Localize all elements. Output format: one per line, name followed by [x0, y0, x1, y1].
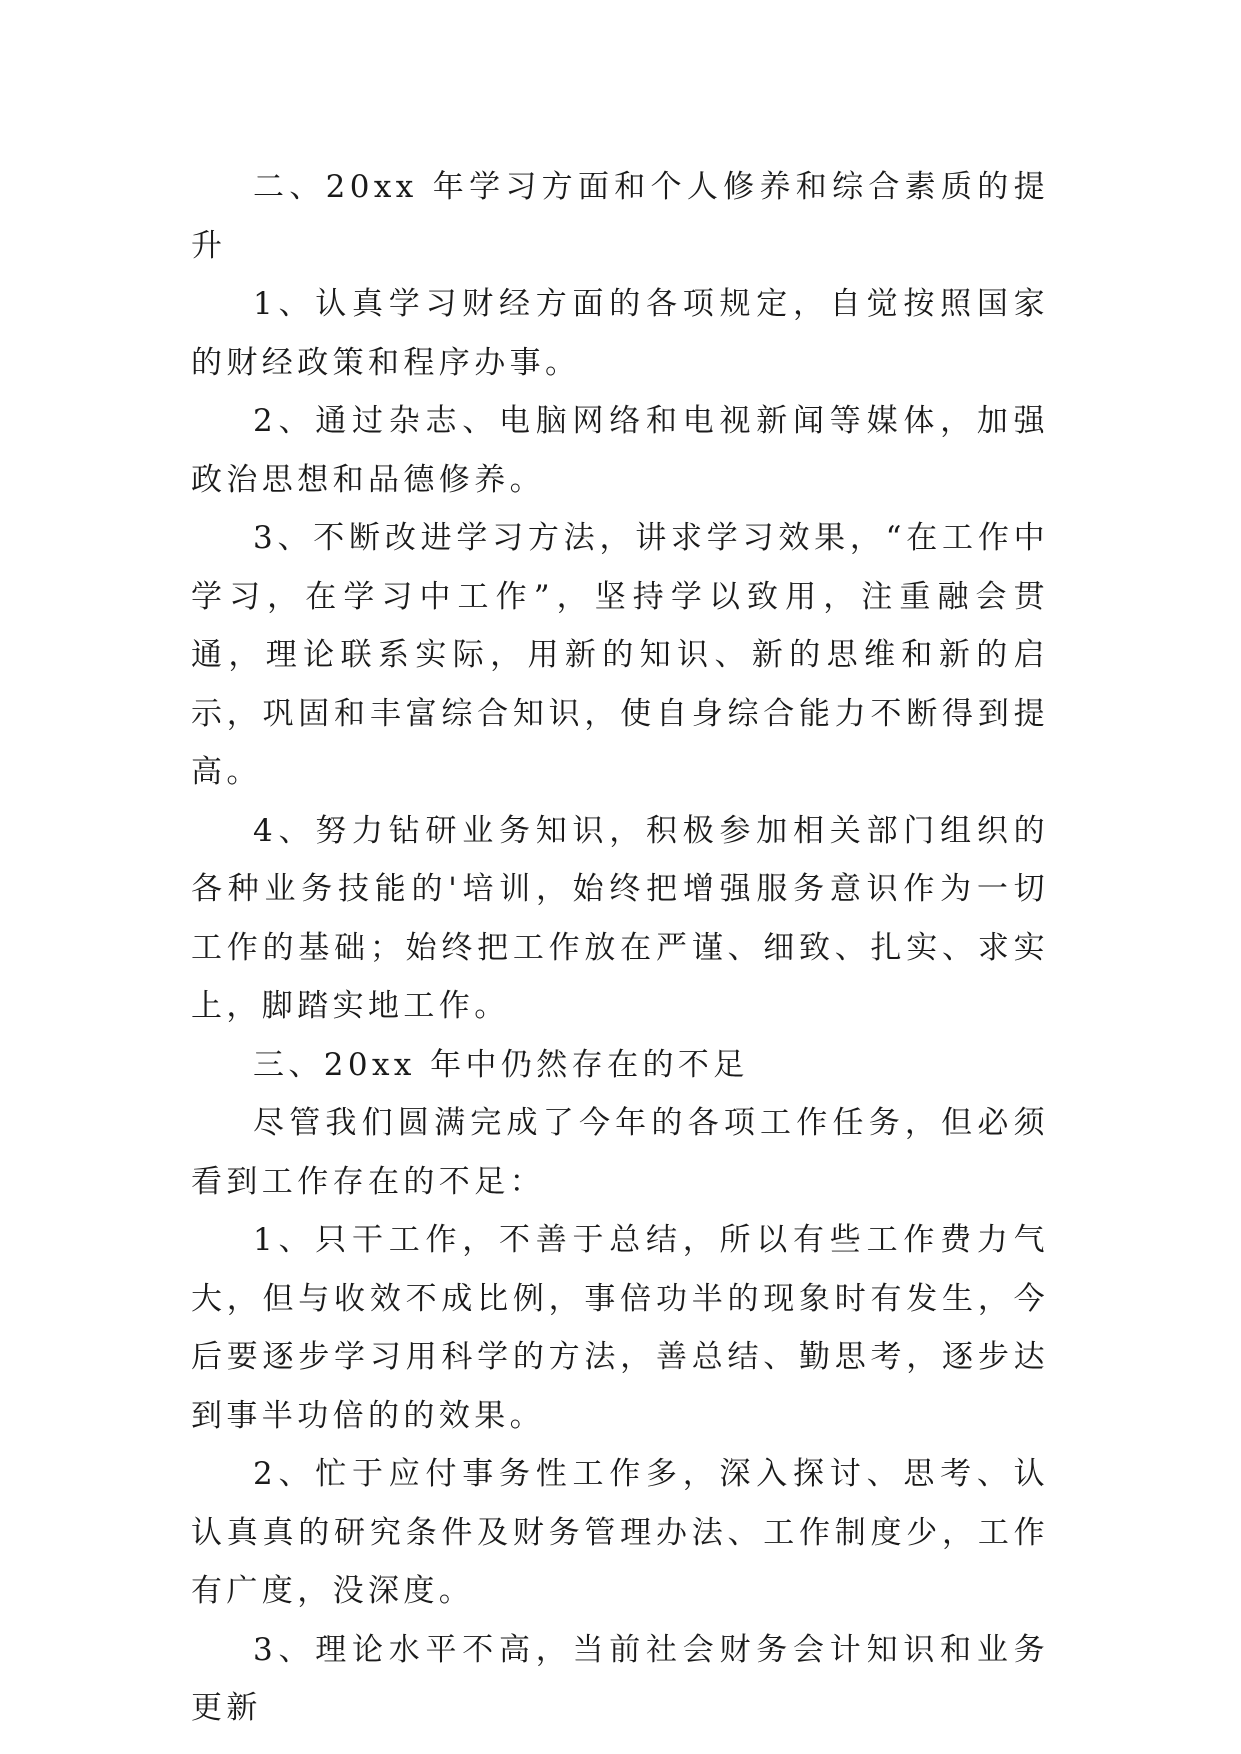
paragraph-item-1: 1、认真学习财经方面的各项规定，自觉按照国家的财经政策和程序办事。 — [191, 286, 1049, 381]
document-body — [191, 158, 1049, 1738]
paragraph-shortcoming-2: 2、忙于应付事务性工作多，深入探讨、思考、认认真真的研究条件及财务管理办法、工作制度少，工作有广度，没深度。 — [191, 1456, 1049, 1609]
paragraph-shortcoming-1: 1、只干工作，不善于总结，所以有些工作费力气大，但与收效不成比例，事倍功半的现象时有发生，今后要逐步学习用科学的方法，善总结、勤思考，逐步达到事半功倍的的效果。 — [191, 1222, 1049, 1434]
paragraph-shortcoming-3: 3、理论水平不高，当前社会财务会计知识和业务更新 — [191, 1631, 1049, 1726]
paragraph-item-2: 2、通过杂志、电脑网络和电视新闻等媒体，加强政治思想和品德修养。 — [191, 403, 1049, 498]
paragraph-intro: 尽管我们圆满完成了今年的各项工作任务，但必须看到工作存在的不足： — [191, 1105, 1049, 1200]
paragraph-item-3: 3、不断改进学习方法，讲求学习效果，“在工作中学习，在学习中工作”，坚持学以致用，注重融会贯通，理论联系实际，用新的知识、新的思维和新的启示，巩固和丰富综合知识，使自身综合能力不断得到提高。 — [191, 520, 1049, 790]
section-heading-2: 二、20xx 年学习方面和个人修养和综合素质的提升 — [191, 169, 1049, 264]
section-heading-3: 三、20xx 年中仍然存在的不足 — [253, 1046, 749, 1083]
paragraph-item-4: 4、努力钻研业务知识，积极参加相关部门组织的各种业务技能的'培训，始终把增强服务意识作为一切工作的基础；始终把工作放在严谨、细致、扎实、求实上，脚踏实地工作。 — [191, 812, 1049, 1024]
